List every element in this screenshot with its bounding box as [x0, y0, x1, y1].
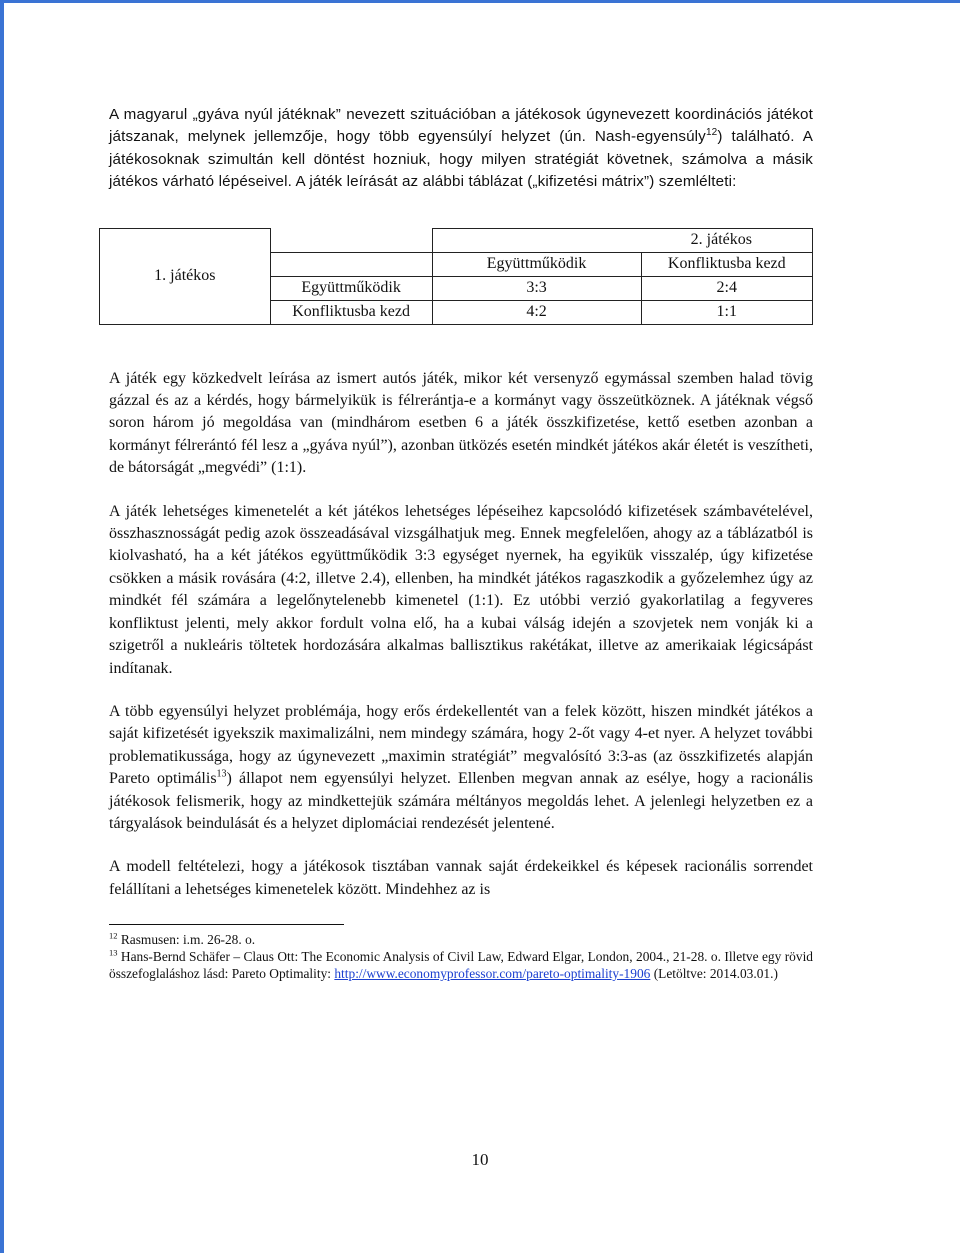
cell-value: 1:1 — [641, 300, 812, 324]
footnote-text: Rasmusen: i.m. 26-28. o. — [117, 932, 256, 948]
footnote-13 — [109, 948, 813, 982]
paragraph-outcomes: A játék lehetséges kimenetelét a két játékos lehetséges lépéseihez kapcsolódó kifizetések számbavételével, összhasznosságát pedig azok összeadásával vizsgálhatjuk meg. Ennek megfelelően, ahogy az a táblázatból is kiolvasható, ha a két játékos együttműködik 3:3 egységet nyernek, ha egyikük visszalép, úgy kifizetése csökken a másik rovására (4:2, illetve 2.4), ellenben, ha mindkét játékos ragaszkodik a győzelemhez úgy az mindkét fél számára a legelőnytelenebb kimenetel (1:1). Ez utóbbi verzió gyakorlatilag a fegyveres konfliktust jelenti, mely akkor fordult volna elő, ha a kubai válság idején a szovjetek nem vonják ki a szigetről a nukleáris töltetek hordozására alkalmas ballisztikus rakétákat, illetve az amerikaiak légicsápást indítanak. — [109, 502, 813, 677]
footnote-link[interactable]: http://www.economyprofessor.com/pareto-optimality-1906 — [334, 966, 651, 982]
paragraph-equilibrium-text-a: A több egyensúlyi helyzet problémája, hogy erős érdekellentét van a felek között, hiszen mindkét játékos a saját kifizetését igyekszik maximalizálni, nem mindegy számára, hogy 2-őt vagy 4-et nyer. A helyzet további problematikussága, hogy az úgynevezett „maximin stratégiát” megvalósító 3:3-as (az összkifizetés alapján Pareto optimális — [109, 702, 813, 788]
cell-value: 2:4 — [641, 276, 812, 300]
footnote-ref-12[interactable]: 12 — [705, 127, 718, 139]
page-number: 10 — [471, 1150, 489, 1169]
footnote-text: Hans-Bernd Schäfer – Claus Ott: The Economic Analysis of Civil Law, Edward Elgar, London, 2004., 21-28. o. Illetve egy rövid összefoglaláshoz lásd: Pareto Optimality: — [109, 949, 813, 982]
col-header-cooperate: Együttműködik — [432, 252, 641, 276]
empty-cell — [270, 252, 432, 276]
cell-value: 4:2 — [432, 300, 641, 324]
paragraph-equilibrium-text-b: ) állapot nem egyensúlyi helyzet. Ellenben megvan annak az esélye, hogy a racionális játékosok felismerik, hogy az mindkettejük számára méltányos megoldás lehet. A jelenlegi helyzetben ez a tárgyalások beindulását és a helyzet diplomáciai rendezését jelentené. — [109, 770, 813, 832]
row-label-conflict: Konfliktusba kezd — [270, 300, 432, 324]
footnote-number: 13 — [109, 947, 118, 958]
paragraph-intro-text-a: A magyarul „gyáva nyúl játéknak” nevezett szituációban a játékosok úgynevezett koordinációs játékot játszanak, melynek jellemzője, hogy több egyensúlyí helyzet (ún. Nash-egyensúly — [109, 106, 813, 146]
footnote-number: 12 — [109, 930, 118, 941]
player1-label: 1. játékos — [100, 228, 271, 324]
paragraph-intro-text-b: ) található. A játékosoknak szimultán kell döntést hozniuk, hogy milyen stratégiát követnek, számolva a másik játékos várható lépéseivel. A játék leírását az alábbi táblázat („kifizetési mátrix”) szemlélteti: — [109, 128, 813, 191]
paragraph-equilibrium — [109, 701, 813, 835]
footnote-12 — [109, 931, 813, 948]
paragraph-intro — [109, 104, 813, 194]
cell-value: 3:3 — [432, 276, 641, 300]
player2-label: 2. játékos — [432, 228, 812, 252]
col-header-conflict: Konfliktusba kezd — [641, 252, 812, 276]
paragraph-model: A modell feltételezi, hogy a játékosok tisztában vannak saját érdekeikkel és képesek racionális sorrendet felállítani a lehetséges kimenetelek között. Mindehhez az is — [109, 858, 813, 898]
paragraph-car-game: A játék egy közkedvelt leírása az ismert autós játék, mikor két versenyző egymással szemben halad tövig gázzal és az a kérdés, hogy bármelyikük is félrerántja-e a kormányt vagy összeütköznek. A játéknak végső soron három jó megoldása van (mindhárom esetben 6 a játék összkifizetése, kettő esetben azonban a kormányt félrerántó fél lesz a „gyáva nyúl”), azonban ütközés esetén mindkét játékos akár életét is veszítheti, de bátorságát „megvédi” (1:1). — [109, 369, 813, 477]
table-row — [100, 228, 813, 252]
row-label-cooperate: Együttműködik — [270, 276, 432, 300]
payoff-matrix-table — [99, 228, 813, 325]
footnote-ref-13[interactable]: 13 — [216, 768, 227, 780]
document-page — [109, 104, 813, 982]
empty-cell — [270, 228, 432, 252]
footnote-tail: (Letöltve: 2014.03.01.) — [650, 966, 778, 982]
